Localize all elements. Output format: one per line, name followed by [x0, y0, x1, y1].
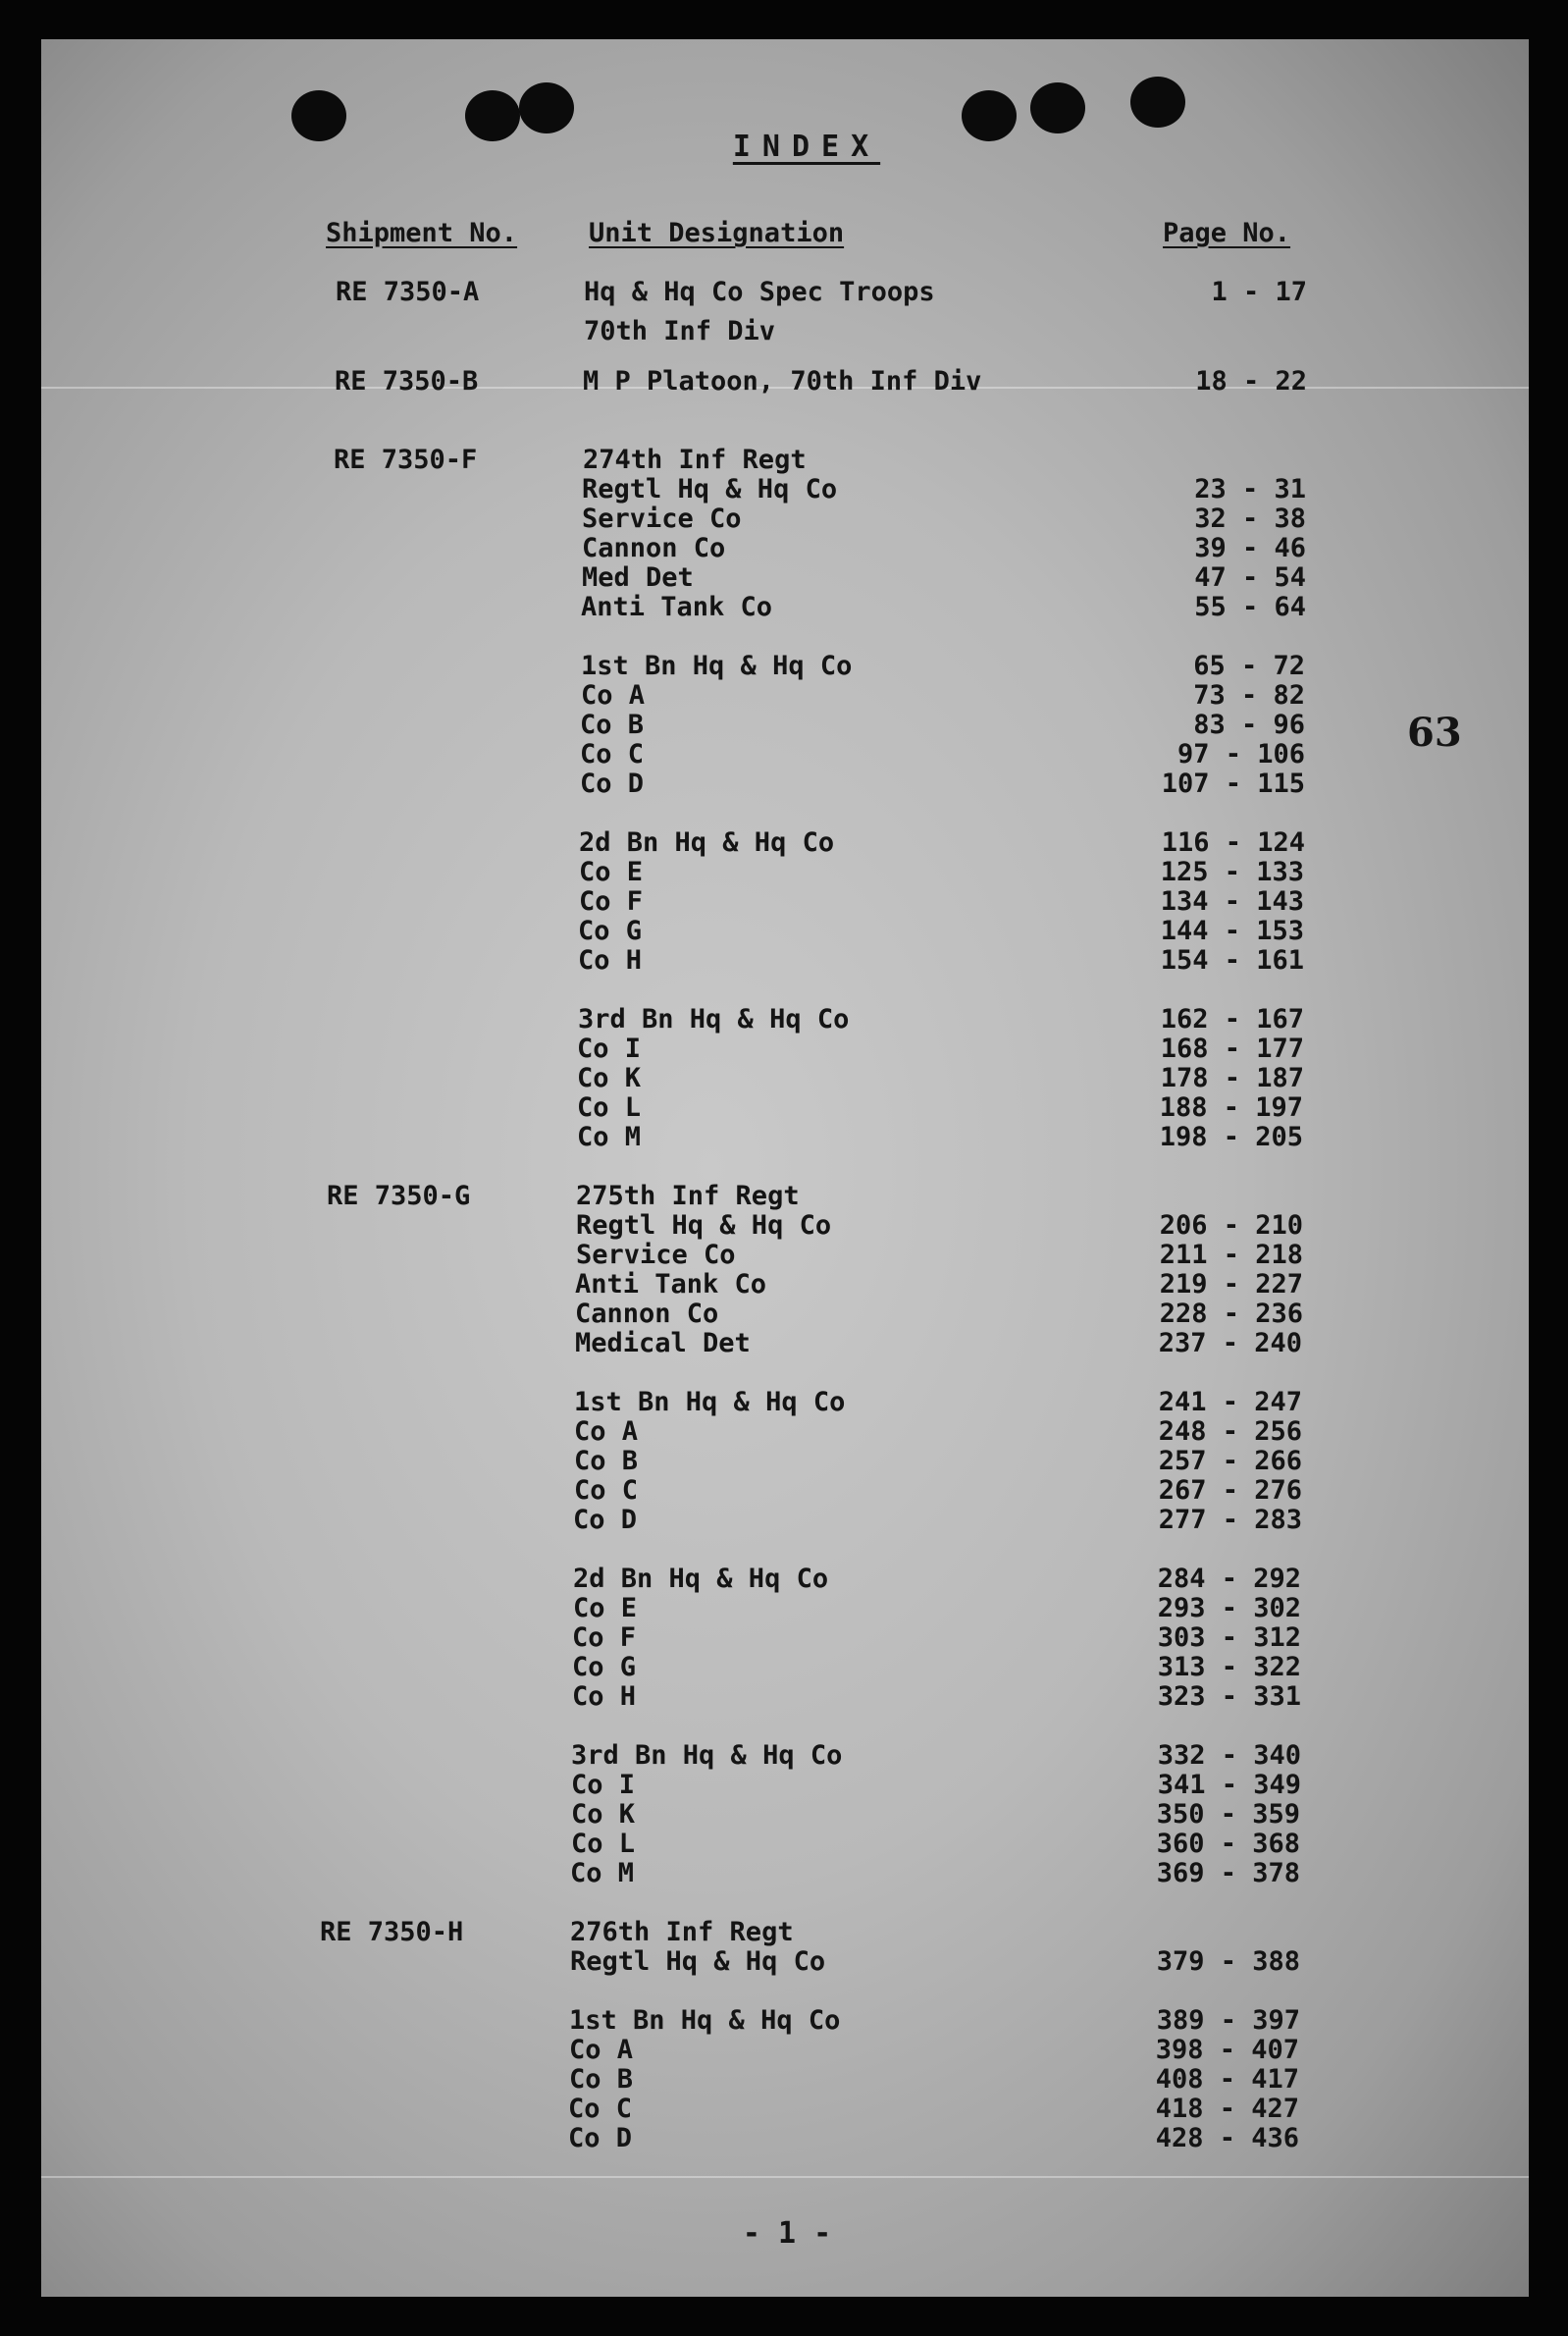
header-page: Page No.	[1163, 218, 1291, 248]
page-range: 198 - 205	[1159, 1122, 1303, 1152]
page-range: 116 - 124	[1161, 827, 1305, 858]
page-range: 389 - 397	[1156, 2005, 1300, 2036]
unit-designation: 3rd Bn Hq & Hq Co	[578, 1004, 850, 1035]
header-unit: Unit Designation	[589, 218, 845, 248]
unit-designation: Co E	[579, 857, 644, 887]
unit-designation: Co M	[570, 1858, 635, 1888]
unit-designation: 1st Bn Hq & Hq Co	[569, 2005, 841, 2036]
page-range: 83 - 96	[1193, 710, 1305, 740]
unit-designation: Anti Tank Co	[581, 592, 773, 622]
page-range: 418 - 427	[1155, 2094, 1299, 2124]
page-range: 323 - 331	[1157, 1681, 1301, 1712]
shipment-number: RE 7350-B	[335, 366, 479, 397]
page-range: 350 - 359	[1156, 1799, 1300, 1830]
unit-designation: Hq & Hq Co Spec Troops	[584, 277, 935, 307]
unit-designation: Co C	[568, 2094, 633, 2124]
unit-designation: 1st Bn Hq & Hq Co	[574, 1387, 846, 1417]
page-range: 257 - 266	[1158, 1446, 1302, 1476]
page-range: 228 - 236	[1159, 1299, 1303, 1329]
page-range: 341 - 349	[1157, 1770, 1301, 1800]
page-range: 369 - 378	[1156, 1858, 1300, 1888]
page-range: 211 - 218	[1159, 1240, 1303, 1270]
page-range: 18 - 22	[1195, 366, 1307, 397]
unit-designation: 2d Bn Hq & Hq Co	[579, 827, 835, 858]
unit-designation: Co B	[569, 2064, 634, 2095]
page-footer: - 1 -	[742, 2216, 832, 2251]
shipment-number: RE 7350-F	[334, 445, 478, 475]
page-title: INDEX	[732, 130, 881, 164]
page-range: 188 - 197	[1159, 1092, 1303, 1123]
unit-designation: Co L	[577, 1092, 642, 1123]
page-range: 144 - 153	[1160, 916, 1304, 946]
unit-designation: 1st Bn Hq & Hq Co	[581, 651, 853, 681]
page-range: 154 - 161	[1160, 945, 1304, 976]
page-range: 134 - 143	[1160, 886, 1304, 917]
page-range: 39 - 46	[1194, 533, 1306, 563]
unit-designation: Co L	[571, 1829, 636, 1859]
unit-designation: M P Platoon, 70th Inf Div	[583, 366, 982, 397]
page-range: 293 - 302	[1157, 1593, 1301, 1623]
unit-designation: Co G	[578, 916, 643, 946]
page-range: 237 - 240	[1158, 1328, 1302, 1358]
page-range: 267 - 276	[1158, 1475, 1302, 1506]
unit-designation: Co H	[572, 1681, 637, 1712]
unit-designation: 274th Inf Regt	[583, 445, 807, 475]
unit-designation: 70th Inf Div	[584, 316, 776, 346]
page-range: 284 - 292	[1157, 1564, 1301, 1594]
unit-designation: Cannon Co	[582, 533, 726, 563]
page-range: 360 - 368	[1156, 1829, 1300, 1859]
unit-designation: Co K	[571, 1799, 636, 1830]
unit-designation: Co B	[574, 1446, 639, 1476]
unit-designation: Med Det	[582, 562, 694, 593]
page-range: 379 - 388	[1156, 1946, 1300, 1977]
unit-designation: Co K	[577, 1063, 642, 1093]
document-page	[41, 39, 1529, 2297]
unit-designation: Co D	[568, 2123, 633, 2153]
unit-designation: Co G	[572, 1652, 637, 1682]
page-range: 408 - 417	[1155, 2064, 1299, 2095]
punch-hole	[962, 90, 1017, 141]
unit-designation: 275th Inf Regt	[576, 1181, 800, 1211]
unit-designation: Co A	[574, 1416, 639, 1447]
page-range: 277 - 283	[1158, 1505, 1302, 1535]
unit-designation: Co H	[578, 945, 643, 976]
unit-designation: Co B	[580, 710, 645, 740]
unit-designation: Service Co	[576, 1240, 736, 1270]
page-range: 1 - 17	[1211, 277, 1307, 307]
unit-designation: Regtl Hq & Hq Co	[570, 1946, 826, 1977]
shipment-number: RE 7350-H	[320, 1917, 464, 1947]
punch-hole	[1130, 77, 1185, 128]
page-range: 73 - 82	[1193, 680, 1305, 711]
unit-designation: Co E	[573, 1593, 638, 1623]
unit-designation: Co M	[577, 1122, 642, 1152]
unit-designation: 2d Bn Hq & Hq Co	[573, 1564, 829, 1594]
page-range: 178 - 187	[1160, 1063, 1304, 1093]
page-range: 65 - 72	[1193, 651, 1305, 681]
unit-designation: Co I	[577, 1034, 642, 1064]
unit-designation: Co I	[571, 1770, 636, 1800]
page-range: 398 - 407	[1155, 2035, 1299, 2065]
page-range: 55 - 64	[1194, 592, 1306, 622]
page-range: 428 - 436	[1155, 2123, 1299, 2153]
unit-designation: Co D	[573, 1505, 638, 1535]
header-shipment: Shipment No.	[326, 218, 518, 248]
page-range: 107 - 115	[1161, 769, 1305, 799]
shipment-number: RE 7350-A	[336, 277, 480, 307]
fold-line	[41, 2176, 1529, 2178]
unit-designation: Co A	[581, 680, 646, 711]
punch-hole	[291, 90, 346, 141]
page-range: 125 - 133	[1160, 857, 1304, 887]
page-range: 332 - 340	[1157, 1740, 1301, 1771]
unit-designation: Co F	[579, 886, 644, 917]
unit-designation: Cannon Co	[575, 1299, 719, 1329]
shipment-number: RE 7350-G	[327, 1181, 471, 1211]
unit-designation: Co C	[574, 1475, 639, 1506]
unit-designation: Regtl Hq & Hq Co	[576, 1210, 832, 1241]
unit-designation: 276th Inf Regt	[570, 1917, 794, 1947]
page-range: 313 - 322	[1157, 1652, 1301, 1682]
unit-designation: Anti Tank Co	[575, 1269, 767, 1300]
punch-hole	[465, 90, 520, 141]
page-range: 47 - 54	[1194, 562, 1306, 593]
margin-number: 63	[1407, 710, 1462, 756]
page-range: 206 - 210	[1159, 1210, 1303, 1241]
page-range: 303 - 312	[1157, 1622, 1301, 1653]
page-range: 32 - 38	[1194, 504, 1306, 534]
page-range: 219 - 227	[1159, 1269, 1303, 1300]
unit-designation: Co D	[580, 769, 645, 799]
page-range: 241 - 247	[1158, 1387, 1302, 1417]
unit-designation: Co C	[580, 739, 645, 770]
page-range: 248 - 256	[1158, 1416, 1302, 1447]
punch-hole	[1030, 82, 1085, 133]
punch-hole	[519, 82, 574, 133]
unit-designation: Regtl Hq & Hq Co	[582, 474, 838, 504]
page-range: 23 - 31	[1194, 474, 1306, 504]
unit-designation: Co F	[572, 1622, 637, 1653]
unit-designation: Medical Det	[575, 1328, 751, 1358]
page-range: 168 - 177	[1160, 1034, 1304, 1064]
unit-designation: Service Co	[582, 504, 742, 534]
unit-designation: 3rd Bn Hq & Hq Co	[571, 1740, 843, 1771]
page-range: 97 - 106	[1176, 739, 1305, 770]
page-range: 162 - 167	[1160, 1004, 1304, 1035]
unit-designation: Co A	[569, 2035, 634, 2065]
